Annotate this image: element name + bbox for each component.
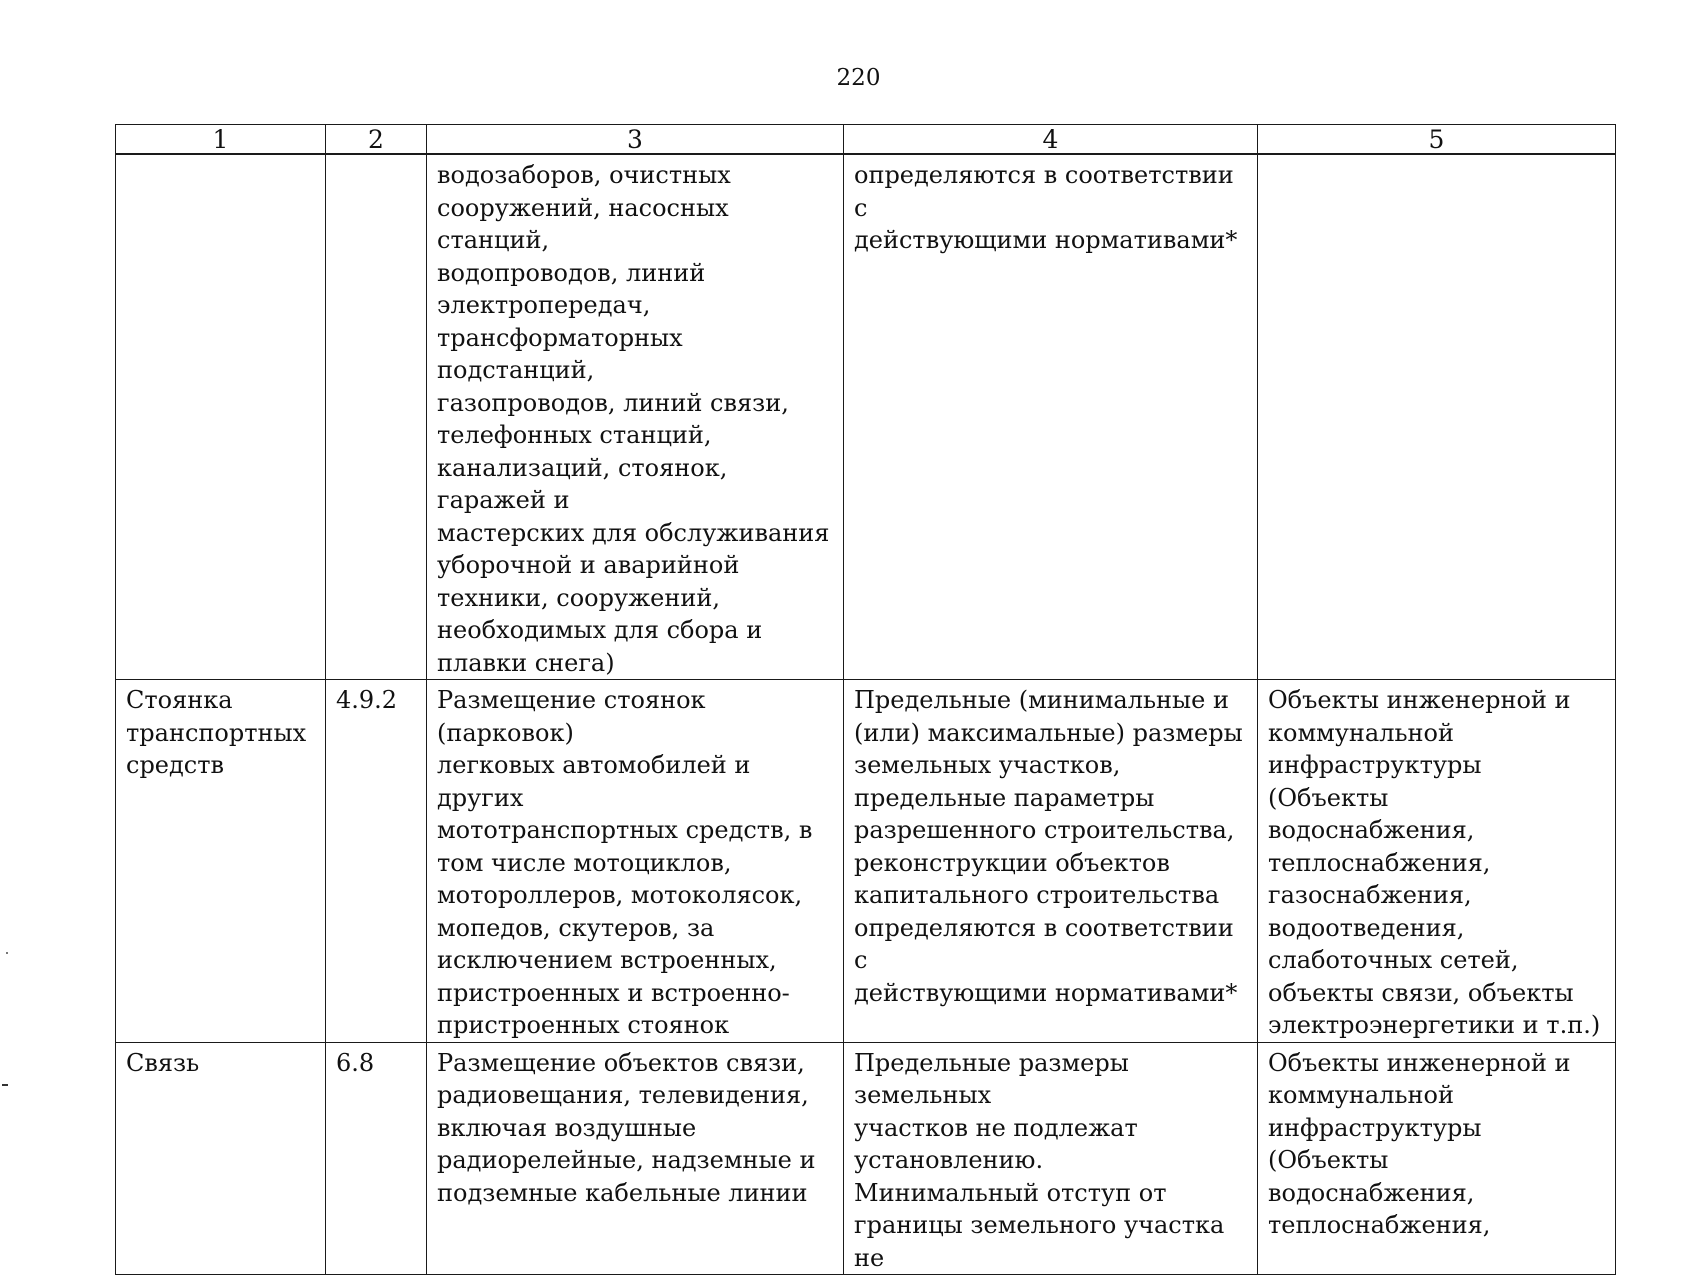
column-header-4: 4 [844, 125, 1258, 155]
table-row [116, 680, 1616, 1043]
column-header-3: 3 [427, 125, 844, 155]
use-objects: Объекты инженерной и коммунальной инфраструктуры (Объекты водоснабжения, теплоснабжения, [1268, 1048, 1571, 1239]
use-objects: Объекты инженерной и коммунальной инфраструктуры (Объекты водоснабжения, теплоснабжения, газоснабжения, водоотведения, слаботочных сетей, объекты связи, объекты электроэнергетики и т.п.) [1268, 686, 1601, 1039]
use-name: Связь [126, 1048, 200, 1077]
use-parameters: определяются в соответствии с действующими нормативами* [854, 161, 1238, 254]
use-description-cell [427, 154, 844, 680]
use-objects-cell [1258, 154, 1616, 680]
use-name-cell [116, 154, 326, 680]
use-objects-cell [1258, 1042, 1616, 1275]
use-description: водозаборов, очистных сооружений, насосных станций, водопроводов, линий электропередач, трансформаторных подстанций, газопроводов, линий связи, телефонных станций, канализаций, стоянок, гаражей и мастерских для обслуживания уборочной и аварийной техники, сооружений, необходимых для сбора и плавки снега) [437, 161, 830, 677]
use-name: Стоянка транспортных средств [126, 686, 307, 779]
use-objects-cell [1258, 680, 1616, 1043]
use-parameters-cell [844, 154, 1258, 680]
use-parameters: Предельные размеры земельных участков не подлежат установлению. Минимальный отступ от границы земельного участка не [854, 1048, 1225, 1272]
table-row [116, 154, 1616, 680]
scan-artifact [2, 1084, 8, 1086]
use-parameters-cell [844, 1042, 1258, 1275]
use-code: 6.8 [336, 1048, 375, 1077]
column-header-1: 1 [116, 125, 326, 155]
use-code: 4.9.2 [336, 686, 398, 714]
column-header-5: 5 [1258, 125, 1616, 155]
use-name-cell [116, 680, 326, 1043]
use-code-cell [326, 680, 427, 1043]
page-number: 220 [836, 65, 881, 91]
use-parameters-cell [844, 680, 1258, 1043]
table-row [116, 1042, 1616, 1275]
scan-artifact [6, 952, 8, 954]
land-use-table [115, 124, 1616, 1275]
use-description-cell [427, 1042, 844, 1275]
use-description: Размещение объектов связи, радиовещания, телевидения, включая воздушные радиорелейные, надземные и подземные кабельные линии [437, 1048, 816, 1207]
use-parameters: Предельные (минимальные и (или) максимальные) размеры земельных участков, предельные параметры разрешенного строительства, реконструкции объектов капитального строительства определяются в соответствии с действующими нормативами* [854, 686, 1243, 1007]
column-header-2: 2 [326, 125, 427, 155]
use-name-cell [116, 1042, 326, 1275]
use-code-cell [326, 1042, 427, 1275]
use-description: Размещение стоянок (парковок) легковых автомобилей и других мототранспортных средств, в том числе мотоциклов, мотороллеров, мотоколясок, мопедов, скутеров, за исключением встроенных, пристроенных и встроенно- пристроенных стоянок [437, 686, 813, 1039]
use-description-cell [427, 680, 844, 1043]
table-header-row [116, 125, 1616, 155]
use-code-cell [326, 154, 427, 680]
